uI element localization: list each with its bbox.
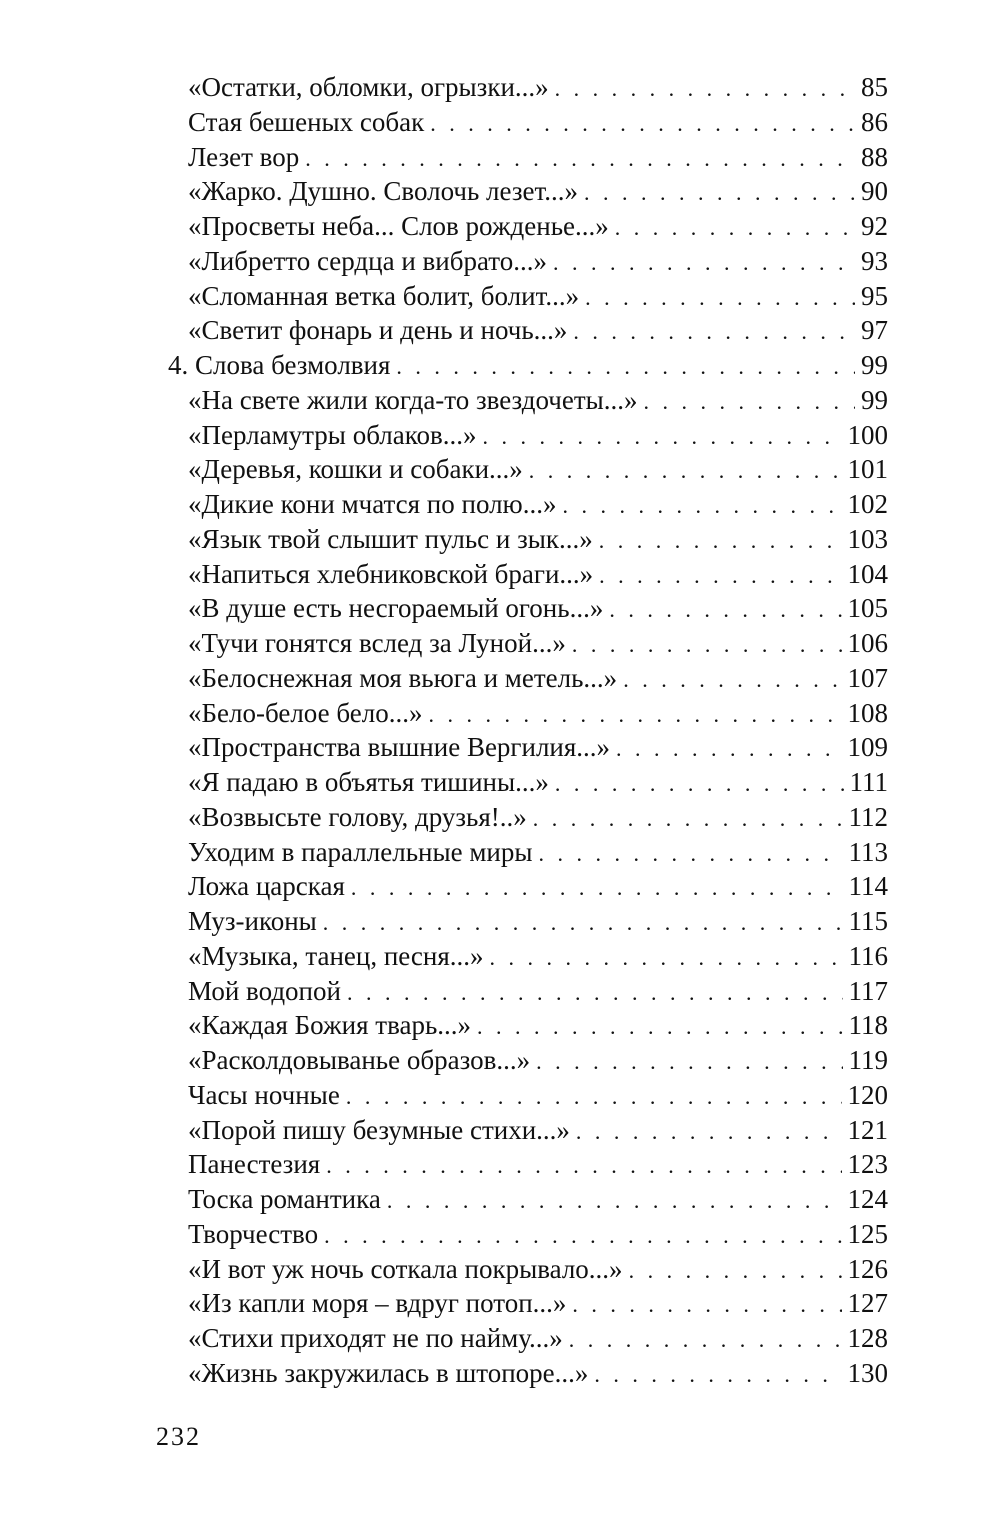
toc-leader-dots [573,315,855,350]
toc-entry [168,70,888,105]
toc-entry-title: «Белоснежная моя вьюга и метель...» [188,662,618,693]
toc-entry-title: «Либретто сердца и вибрато...» [188,245,547,276]
toc-leader-dots [623,663,841,698]
toc-entry-title: «Напиться хлебниковской браги...» [188,558,594,589]
toc-entry-title: «В душе есть несгораемый огонь...» [188,593,604,624]
toc-entry-page: 124 [847,1184,888,1214]
toc-leader-dots [324,1219,841,1254]
toc-leader-dots [305,142,855,177]
toc-leader-dots [644,385,855,420]
toc-entry [168,209,888,244]
toc-entry-page: 126 [847,1253,888,1284]
toc-entry-page: 92 [861,211,888,241]
toc-entry-page: 101 [847,454,888,485]
toc-entry-title: «Бело-белое бело...» [188,697,423,728]
toc-entry [168,522,888,557]
toc-entry-title: «Я падаю в объятья тишины...» [188,767,549,797]
toc-entry-page: 86 [861,106,888,137]
toc-entry-page: 99 [861,350,888,380]
toc-leader-dots [609,593,841,628]
toc-entry-title: «Жарко. Душно. Сволочь лезет...» [188,176,578,207]
toc-entry-page: 99 [861,384,888,415]
toc-entry-page: 90 [861,176,888,207]
toc-entry-page: 107 [847,662,888,693]
toc-leader-dots [584,176,855,211]
toc-entry-title: «Сломанная ветка болит, болит...» [188,280,580,311]
toc-entry-title: «Расколдовыванье образов...» [188,1045,531,1075]
toc-entry-title: Ложа царская [188,871,345,902]
toc-entry [168,140,888,175]
toc-entry [168,557,888,592]
toc-entry-title: «Пространства вышние Вергилия...» [188,732,611,763]
toc-entry [168,1147,888,1182]
toc-leader-dots [599,559,841,594]
toc-leader-dots [576,1115,842,1150]
toc-entry [168,1252,888,1287]
toc-leader-dots [629,1254,842,1289]
toc-entry-page: 106 [847,628,888,658]
toc-leader-dots [351,871,843,906]
toc-leader-dots [477,1010,842,1045]
toc-entry-title: «На свете жили когда-то звездочеты...» [188,384,638,415]
toc-leader-dots [599,524,842,559]
toc-leader-dots [396,350,855,385]
toc-entry [168,974,888,1009]
toc-entry-title: «Порой пишу безумные стихи...» [188,1114,570,1145]
toc-entry [168,383,888,418]
toc-entry-title: «Перламутры облаков...» [188,419,477,450]
toc-entry-title: Творчество [188,1218,319,1249]
toc-entry-page: 108 [847,697,888,728]
toc-entry [168,696,888,731]
toc-leader-dots [615,211,855,246]
toc-leader-dots [585,281,855,316]
toc-entry-title: «Тучи гонятся вслед за Луной...» [188,628,566,658]
toc-entry-page: 93 [861,245,888,276]
toc-entry-page: 103 [847,523,888,554]
toc-entry [168,800,888,835]
toc-entry [168,452,888,487]
toc-leader-dots [490,941,843,976]
toc-leader-dots [555,767,844,802]
toc-entry-page: 100 [847,419,888,450]
toc-leader-dots [430,107,855,142]
toc-entry-page: 118 [848,1010,888,1041]
toc-leader-dots [572,1288,841,1323]
toc-leader-dots [616,732,841,767]
toc-entry [168,418,888,453]
toc-entry-title: «Стихи приходят не по найму...» [188,1323,563,1353]
toc-entry-title: «Жизнь закружилась в штопоре...» [188,1357,589,1388]
toc-entry [168,904,888,939]
toc-leader-dots [428,698,841,733]
toc-entry-page: 119 [848,1045,888,1075]
toc-entry-page: 88 [861,141,888,172]
toc-leader-dots [326,1149,841,1184]
toc-entry-title: Лезет вор [188,141,300,172]
toc-leader-dots [539,837,843,872]
toc-entry-title: «Язык твой слышит пульс и зык...» [188,523,593,554]
toc-entry-page: 109 [847,732,888,763]
toc-entry [168,591,888,626]
toc-entry-title: 4. Слова безмолвия [168,350,391,380]
toc-leader-dots [529,454,842,489]
toc-entry-title: Часы ночные [188,1079,340,1110]
toc-entry-page: 120 [847,1079,888,1110]
toc-leader-dots [553,246,855,281]
toc-entry [168,174,888,209]
toc-entry [168,1008,888,1043]
toc-leader-dots [562,489,841,524]
toc-entry-page: 117 [848,975,888,1006]
toc-entry-page: 123 [847,1149,888,1180]
toc-entry-title: Мой водопой [188,975,341,1006]
toc-entry-page: 85 [861,72,888,102]
toc-entry-title: «Возвысьте голову, друзья!..» [188,801,527,832]
toc-entry-page: 128 [847,1323,888,1353]
toc-entry-page: 113 [848,836,888,867]
toc-entry [168,244,888,279]
toc-entry-title: Муз-иконы [188,906,317,936]
toc-entry [168,1286,888,1321]
toc-leader-dots [555,72,855,107]
toc-entry [168,835,888,870]
toc-entry [168,1182,888,1217]
toc-leader-dots [569,1323,842,1358]
toc-entry [168,1356,888,1391]
toc-entry-title: «Светит фонарь и день и ночь...» [188,315,568,346]
toc-entry [168,626,888,661]
toc-entry-page: 97 [861,315,888,346]
toc-leader-dots [482,420,841,455]
toc-entry [168,279,888,314]
toc-entry-title: Панестезия [188,1149,321,1180]
toc-entry [168,661,888,696]
toc-entry-page: 111 [849,767,888,797]
toc-leader-dots [323,906,843,941]
toc-entry-page: 115 [848,906,888,936]
toc-entry-page: 127 [847,1288,888,1319]
toc-entry [168,1113,888,1148]
toc-entry-page: 112 [848,801,888,832]
toc-section-heading [168,348,888,383]
toc-entry-page: 121 [847,1114,888,1145]
toc-entry-page: 105 [847,593,888,624]
toc-entry-page: 114 [848,871,888,902]
page-number: 232 [156,1422,201,1451]
toc-entry [168,869,888,904]
toc-entry-page: 130 [847,1357,888,1388]
toc-leader-dots [572,628,842,663]
toc-entry-title: Тоска романтика [188,1184,381,1214]
toc-entry-title: «Каждая Божия тварь...» [188,1010,472,1041]
toc-leader-dots [347,976,843,1011]
toc-leader-dots [346,1080,842,1115]
toc-entry [168,1078,888,1113]
table-of-contents [168,70,888,1391]
toc-entry [168,765,888,800]
toc-entry [168,313,888,348]
toc-entry-page: 104 [847,558,888,589]
toc-entry [168,730,888,765]
toc-entry-title: «Остатки, обломки, огрызки...» [188,72,549,102]
toc-entry-title: «Музыка, танец, песня...» [188,940,484,971]
toc-entry-title: Уходим в параллельные миры [188,836,533,867]
toc-entry [168,487,888,522]
toc-entry-title: «И вот уж ночь соткала покрывало...» [188,1253,623,1284]
toc-entry [168,1043,888,1078]
toc-entry-page: 95 [861,280,888,311]
toc-entry-page: 102 [847,489,888,519]
toc-entry [168,1217,888,1252]
toc-entry [168,939,888,974]
toc-leader-dots [594,1358,841,1393]
toc-leader-dots [533,802,843,837]
toc-entry [168,1321,888,1356]
toc-entry-page: 116 [848,940,888,971]
toc-entry-page: 125 [847,1218,888,1249]
toc-entry-title: Стая бешеных собак [188,106,425,137]
toc-entry-title: «Просветы неба... Слов рожденье...» [188,211,609,241]
toc-entry [168,105,888,140]
toc-entry-title: «Деревья, кошки и собаки...» [188,454,523,485]
toc-entry-title: «Дикие кони мчатся по полю...» [188,489,557,519]
toc-entry-title: «Из капли моря – вдруг потоп...» [188,1288,567,1319]
toc-leader-dots [536,1045,842,1080]
toc-leader-dots [387,1184,842,1219]
